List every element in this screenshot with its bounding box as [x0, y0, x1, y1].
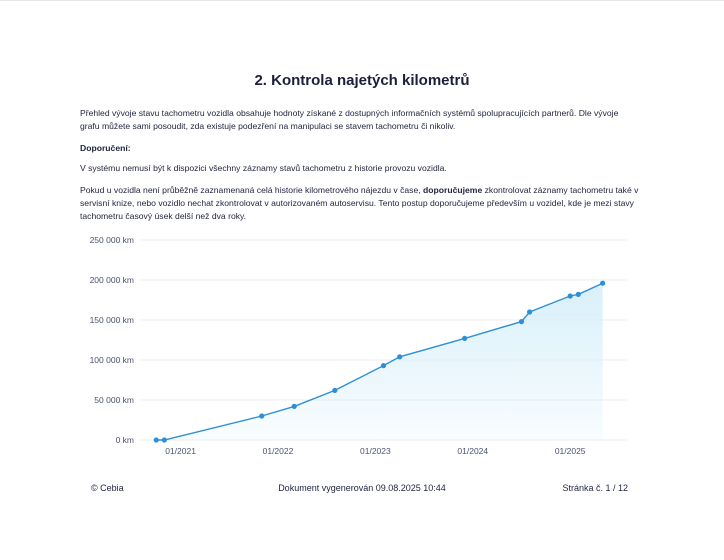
data-point [519, 319, 524, 324]
data-point [259, 413, 264, 418]
x-tick-label: 01/2024 [457, 446, 489, 456]
x-tick-label: 01/2025 [554, 446, 586, 456]
y-tick-label: 50 000 km [94, 395, 134, 405]
y-tick-label: 150 000 km [89, 315, 134, 325]
area-fill [156, 283, 602, 440]
y-tick-label: 0 km [115, 435, 134, 445]
advice-text-before: Pokud u vozidla není průběžně zaznamenaná celá historie kilometrového nájezdu v čase, [80, 185, 424, 195]
data-point [568, 293, 573, 298]
data-point [332, 388, 337, 393]
data-point [381, 363, 386, 368]
intro-paragraph: Přehled vývoje stavu tachometru vozidla obsahuje hodnoty získané z dostupných informačních systémů spolupracujících partnerů. Dle vývoje grafu můžete sami posoudit, zda existuje podezření na manipulaci se stavem tachometru či nikoliv. [80, 108, 619, 131]
data-point [527, 309, 532, 314]
y-tick-label: 100 000 km [89, 355, 134, 365]
generated-timestamp: Dokument vygenerován 09.08.2025 10:44 [278, 483, 446, 493]
copyright-text: © Cebia [91, 483, 124, 493]
section-heading: 2. Kontrola najetých kilometrů [254, 72, 470, 89]
advice-paragraph [80, 184, 640, 223]
data-point [292, 404, 297, 409]
data-point [600, 281, 605, 286]
data-point [397, 354, 402, 359]
data-point [162, 437, 167, 442]
advice-text-after: zkontrolovat záznamy tachometru také v servisní knize, nebo vozidlo nechat zkontrolovat v autorizovaném autoservisu. Tento postup doporučujeme především u vozidel, kde je mezi stavy tachometru časový úsek delší než dva roky. [80, 185, 639, 221]
y-tick-label: 200 000 km [89, 275, 134, 285]
x-tick-label: 01/2021 [165, 446, 196, 456]
advice-emphasis: doporučujeme [423, 185, 483, 195]
note-paragraph: V systému nemusí být k dispozici všechny záznamy stavů tachometru z historie provozu vozidla. [80, 163, 447, 173]
x-tick-label: 01/2023 [360, 446, 391, 456]
recommendation-title: Doporučení: [80, 143, 131, 153]
x-tick-label: 01/2022 [262, 446, 294, 456]
y-tick-label: 250 000 km [89, 235, 134, 245]
page-number: Stránka č. 1 / 12 [562, 483, 628, 493]
data-point [154, 437, 159, 442]
data-point [462, 336, 467, 341]
mileage-chart [0, 228, 724, 468]
data-point [576, 292, 581, 297]
